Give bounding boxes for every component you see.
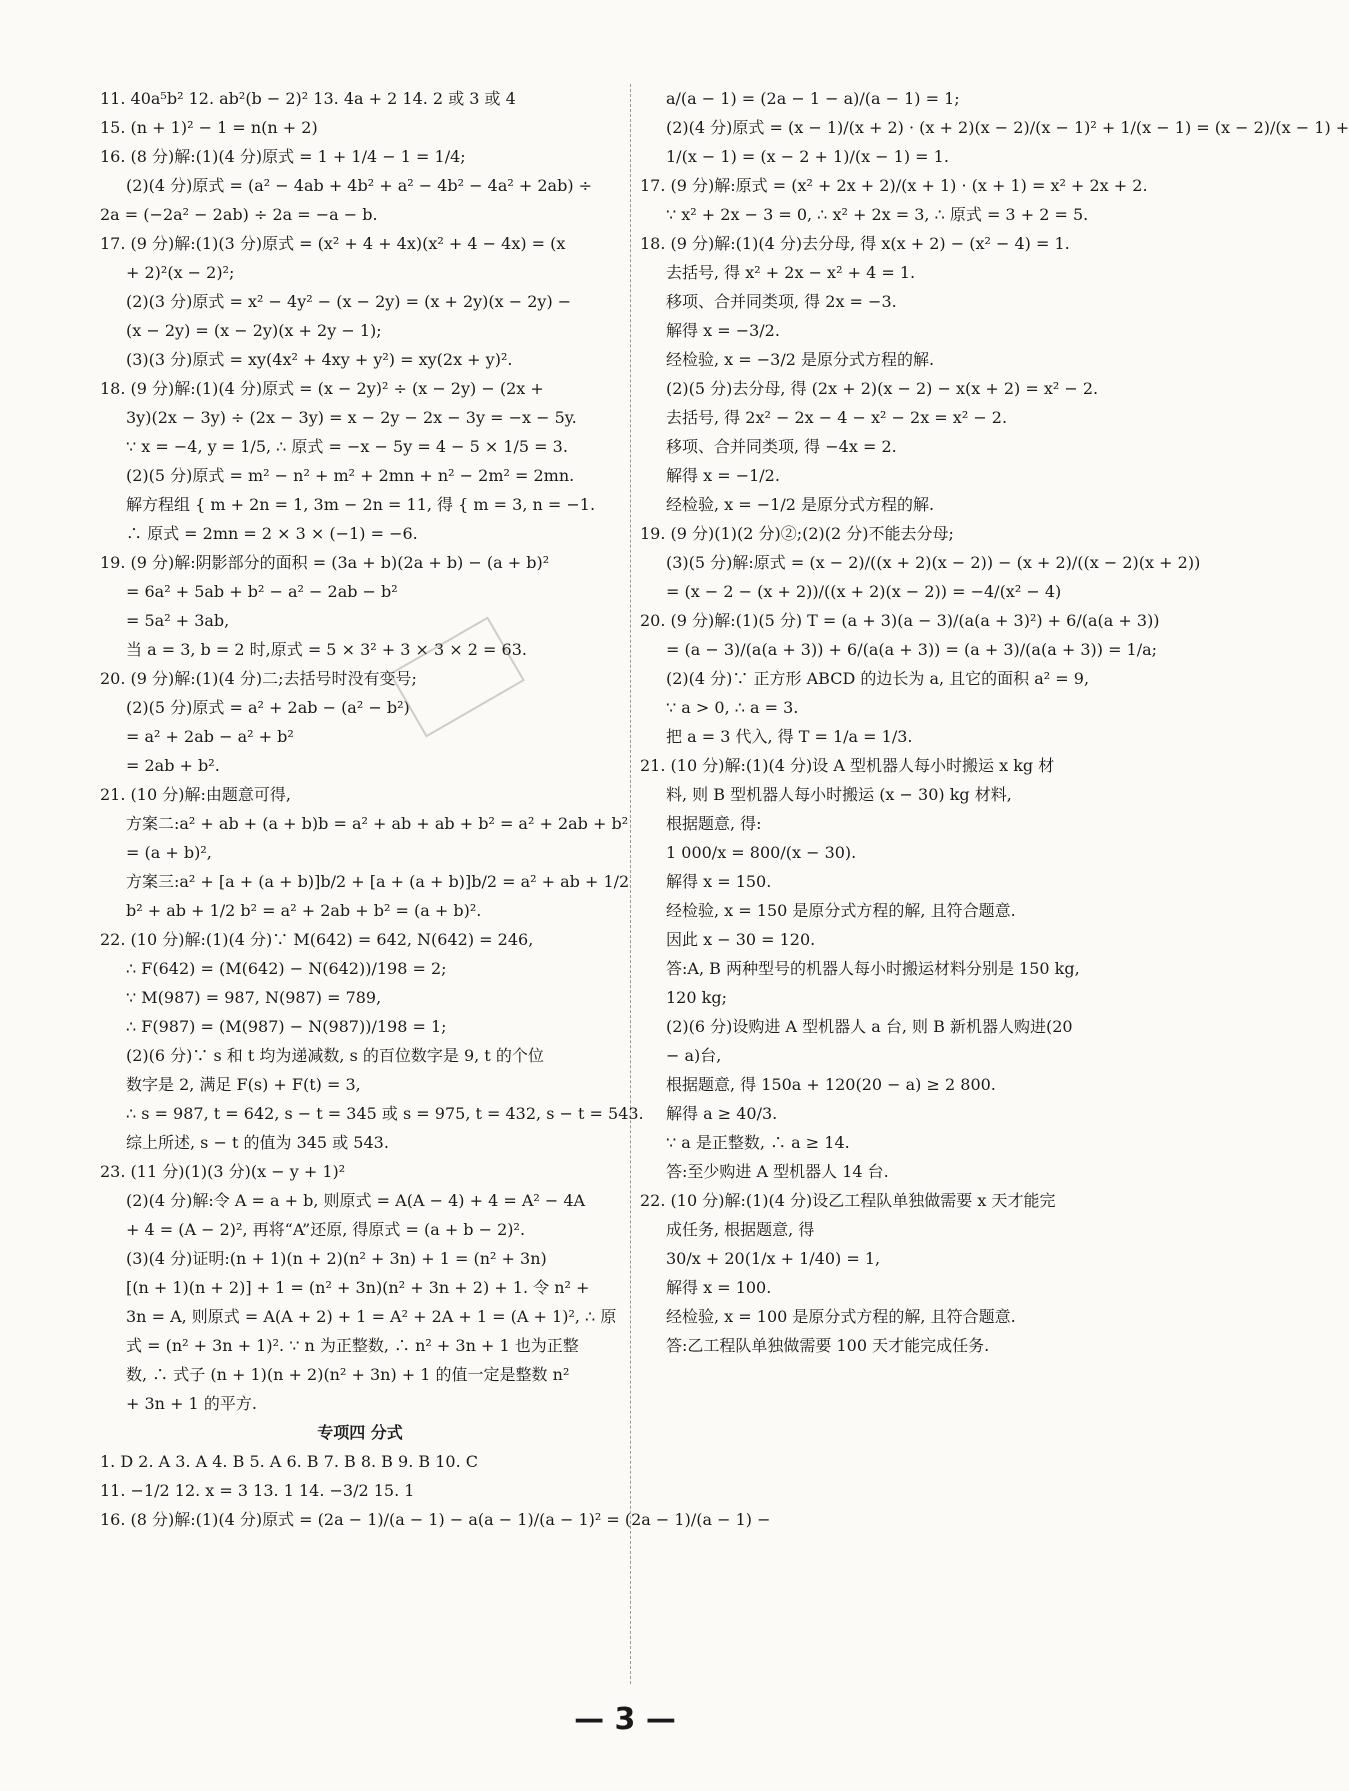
answer-line: (3)(4 分)证明:(n + 1)(n + 2)(n² + 3n) + 1 = (n² + 3n) [126,1249,547,1268]
answer-line: 16. (8 分)解:(1)(4 分)原式 = 1 + 1/4 − 1 = 1/4; [100,147,466,166]
answer-line: 15. (n + 1)² − 1 = n(n + 2) [100,118,318,137]
answer-line: 数, ∴ 式子 (n + 1)(n + 2)(n² + 3n) + 1 的值一定是整数 n² [126,1365,570,1384]
answer-line: 解得 x = −3/2. [666,321,780,340]
answer-line: 21. (10 分)解:由题意可得, [100,785,291,804]
answer-line: 答:乙工程队单独做需要 100 天才能完成任务. [666,1336,990,1355]
answer-line: b² + ab + 1/2 b² = a² + 2ab + b² = (a + b)². [126,901,482,920]
answer-line: (3)(5 分)解:原式 = (x − 2)/((x + 2)(x − 2)) − (x + 2)/((x − 2)(x + 2)) [666,553,1201,572]
answer-line: 17. (9 分)解:(1)(3 分)原式 = (x² + 4 + 4x)(x² + 4 − 4x) = (x [100,234,566,253]
answer-line: 16. (8 分)解:(1)(4 分)原式 = (2a − 1)/(a − 1) − a(a − 1)/(a − 1)² = (2a − 1)/(a − 1) − [100,1510,771,1529]
answer-line: 经检验, x = 150 是原分式方程的解, 且符合题意. [666,901,1016,920]
answer-line: (2)(4 分)原式 = (x − 1)/(x + 2) · (x + 2)(x − 2)/(x − 1)² + 1/(x − 1) = (x − 2)/(x − 1) + [666,118,1349,137]
answer-line: ∴ 原式 = 2mn = 2 × 3 × (−1) = −6. [126,524,418,543]
answer-line: 21. (10 分)解:(1)(4 分)设 A 型机器人每小时搬运 x kg 材 [640,756,1055,775]
answer-line: (2)(5 分)原式 = m² − n² + m² + 2mn + n² − 2m² = 2mn. [126,466,575,485]
answer-line: ∵ x² + 2x − 3 = 0, ∴ x² + 2x = 3, ∴ 原式 = 3 + 2 = 5. [666,205,1089,224]
answer-line: = (a + b)², [126,843,212,862]
answer-line: 17. (9 分)解:原式 = (x² + 2x + 2)/(x + 1) · (x + 1) = x² + 2x + 2. [640,176,1148,195]
answer-line: 移项、合并同类项, 得 2x = −3. [666,292,897,311]
answer-line: 综上所述, s − t 的值为 345 或 543. [126,1133,389,1152]
answer-line: = (a − 3)/(a(a + 3)) + 6/(a(a + 3)) = (a + 3)/(a(a + 3)) = 1/a; [666,640,1158,659]
answer-line: 1 000/x = 800/(x − 30). [666,843,857,862]
answer-line: (2)(6 分)设购进 A 型机器人 a 台, 则 B 新机器人购进(20 [666,1017,1073,1036]
answer-line: 11. −1/2 12. x = 3 13. 1 14. −3/2 15. 1 [100,1481,415,1500]
answer-line: ∴ s = 987, t = 642, s − t = 345 或 s = 975, t = 432, s − t = 543. [126,1104,644,1123]
answer-line: 20. (9 分)解:(1)(5 分) T = (a + 3)(a − 3)/(a(a + 3)²) + 6/(a(a + 3)) [640,611,1160,630]
answer-line: (x − 2y) = (x − 2y)(x + 2y − 1); [126,321,382,340]
answer-line: − a)台, [666,1046,722,1065]
answer-line: 1/(x − 1) = (x − 2 + 1)/(x − 1) = 1. [666,147,949,166]
answer-line: 因此 x − 30 = 120. [666,930,816,949]
answer-line: a/(a − 1) = (2a − 1 − a)/(a − 1) = 1; [666,89,960,108]
answer-line: 料, 则 B 型机器人每小时搬运 (x − 30) kg 材料, [666,785,1012,804]
answer-line: ∴ F(642) = (M(642) − N(642))/198 = 2; [126,959,447,978]
answer-line: 答:至少购进 A 型机器人 14 台. [666,1162,889,1181]
answer-line: ∵ x = −4, y = 1/5, ∴ 原式 = −x − 5y = 4 − 5 × 1/5 = 3. [126,437,568,456]
answer-line: = 2ab + b². [126,756,220,775]
answer-line: 11. 40a⁵b² 12. ab²(b − 2)² 13. 4a + 2 14. 2 或 3 或 4 [100,89,516,108]
right-column [640,84,1349,1360]
answer-line: 把 a = 3 代入, 得 T = 1/a = 1/3. [666,727,913,746]
answer-line: 经检验, x = −3/2 是原分式方程的解. [666,350,935,369]
answer-line: 经检验, x = −1/2 是原分式方程的解. [666,495,935,514]
answer-line: 移项、合并同类项, 得 −4x = 2. [666,437,897,456]
answer-line: (2)(4 分)解:令 A = a + b, 则原式 = A(A − 4) + 4 = A² − 4A [126,1191,586,1210]
answer-line: 解得 x = 100. [666,1278,772,1297]
section-title: 专项四 分式 [317,1423,403,1442]
answer-line: (2)(5 分)原式 = a² + 2ab − (a² − b²) [126,698,410,717]
answer-line: (2)(6 分)∵ s 和 t 均为递减数, s 的百位数字是 9, t 的个位 [126,1046,544,1065]
answer-line: [(n + 1)(n + 2)] + 1 = (n² + 3n)(n² + 3n + 2) + 1. 令 n² + [126,1278,590,1297]
answer-line: 根据题意, 得 150a + 120(20 − a) ≥ 2 800. [666,1075,996,1094]
answer-line: ∵ a > 0, ∴ a = 3. [666,698,799,717]
answer-line: (2)(4 分)∵ 正方形 ABCD 的边长为 a, 且它的面积 a² = 9, [666,669,1090,688]
answer-line: 120 kg; [666,988,727,1007]
answer-line: 解方程组 { m + 2n = 1, 3m − 2n = 11, 得 { m = 3, n = −1. [126,495,596,514]
answer-line: (2)(3 分)原式 = x² − 4y² − (x − 2y) = (x + 2y)(x − 2y) − [126,292,572,311]
answer-line: + 2)²(x − 2)²; [126,263,235,282]
answer-line: 式 = (n² + 3n + 1)². ∵ n 为正整数, ∴ n² + 3n + 1 也为正整 [126,1336,579,1355]
answer-line: 去括号, 得 x² + 2x − x² + 4 = 1. [666,263,916,282]
answer-line: 解得 a ≥ 40/3. [666,1104,778,1123]
answer-line: 3n = A, 则原式 = A(A + 2) + 1 = A² + 2A + 1 = (A + 1)², ∴ 原 [126,1307,617,1326]
column-divider [630,84,631,1684]
page-number: — 3 — [574,1702,676,1737]
answer-line: 2a = (−2a² − 2ab) ÷ 2a = −a − b. [100,205,378,224]
answer-line: (2)(4 分)原式 = (a² − 4ab + 4b² + a² − 4b² − 4a² + 2ab) ÷ [126,176,593,195]
answer-line: (3)(3 分)原式 = xy(4x² + 4xy + y²) = xy(2x + y)². [126,350,513,369]
answer-line: + 4 = (A − 2)², 再将“A”还原, 得原式 = (a + b − 2)². [126,1220,526,1239]
answer-line: 成任务, 根据题意, 得 [666,1220,815,1239]
answer-line: 去括号, 得 2x² − 2x − 4 − x² − 2x = x² − 2. [666,408,1008,427]
answer-line: 20. (9 分)解:(1)(4 分)二;去括号时没有变号; [100,669,417,688]
answer-line: = 5a² + 3ab, [126,611,230,630]
answer-line: 解得 x = 150. [666,872,772,891]
answer-line: 18. (9 分)解:(1)(4 分)原式 = (x − 2y)² ÷ (x − 2y) − (2x + [100,379,544,398]
answer-line: ∵ a 是正整数, ∴ a ≥ 14. [666,1133,850,1152]
answer-line: = 6a² + 5ab + b² − a² − 2ab − b² [126,582,398,601]
answer-line: 3y)(2x − 3y) ÷ (2x − 3y) = x − 2y − 2x − 3y = −x − 5y. [126,408,577,427]
answer-line: 22. (10 分)解:(1)(4 分)∵ M(642) = 642, N(642) = 246, [100,930,534,949]
answer-line: 数字是 2, 满足 F(s) + F(t) = 3, [126,1075,361,1094]
answer-line: ∵ M(987) = 987, N(987) = 789, [126,988,382,1007]
answer-line: 根据题意, 得: [666,814,762,833]
answer-line: 解得 x = −1/2. [666,466,780,485]
answer-line: (2)(5 分)去分母, 得 (2x + 2)(x − 2) − x(x + 2) = x² − 2. [666,379,1099,398]
answer-line: 30/x + 20(1/x + 1/40) = 1, [666,1249,881,1268]
answer-line: 22. (10 分)解:(1)(4 分)设乙工程队单独做需要 x 天才能完 [640,1191,1056,1210]
answer-line: 23. (11 分)(1)(3 分)(x − y + 1)² [100,1162,346,1181]
answer-line: 19. (9 分)(1)(2 分)②;(2)(2 分)不能去分母; [640,524,954,543]
answer-line: 1. D 2. A 3. A 4. B 5. A 6. B 7. B 8. B 9. B 10. C [100,1452,478,1471]
answer-line: = a² + 2ab − a² + b² [126,727,294,746]
answer-line: 19. (9 分)解:阴影部分的面积 = (3a + b)(2a + b) − (a + b)² [100,553,550,572]
answer-line: 经检验, x = 100 是原分式方程的解, 且符合题意. [666,1307,1016,1326]
answer-line: 18. (9 分)解:(1)(4 分)去分母, 得 x(x + 2) − (x² − 4) = 1. [640,234,1070,253]
answer-line: 方案三:a² + [a + (a + b)]b/2 + [a + (a + b)]b/2 = a² + ab + 1/2 [126,872,630,891]
answer-line: 方案二:a² + ab + (a + b)b = a² + ab + ab + b² = a² + 2ab + b² [126,814,629,833]
answer-line: = (x − 2 − (x + 2))/((x + 2)(x − 2)) = −4/(x² − 4) [666,582,1062,601]
answer-line: 当 a = 3, b = 2 时,原式 = 5 × 3² + 3 × 3 × 2 = 63. [126,640,527,659]
answer-line: ∴ F(987) = (M(987) − N(987))/198 = 1; [126,1017,447,1036]
answer-line: 答:A, B 两种型号的机器人每小时搬运材料分别是 150 kg, [666,959,1080,978]
answer-line: + 3n + 1 的平方. [126,1394,257,1413]
